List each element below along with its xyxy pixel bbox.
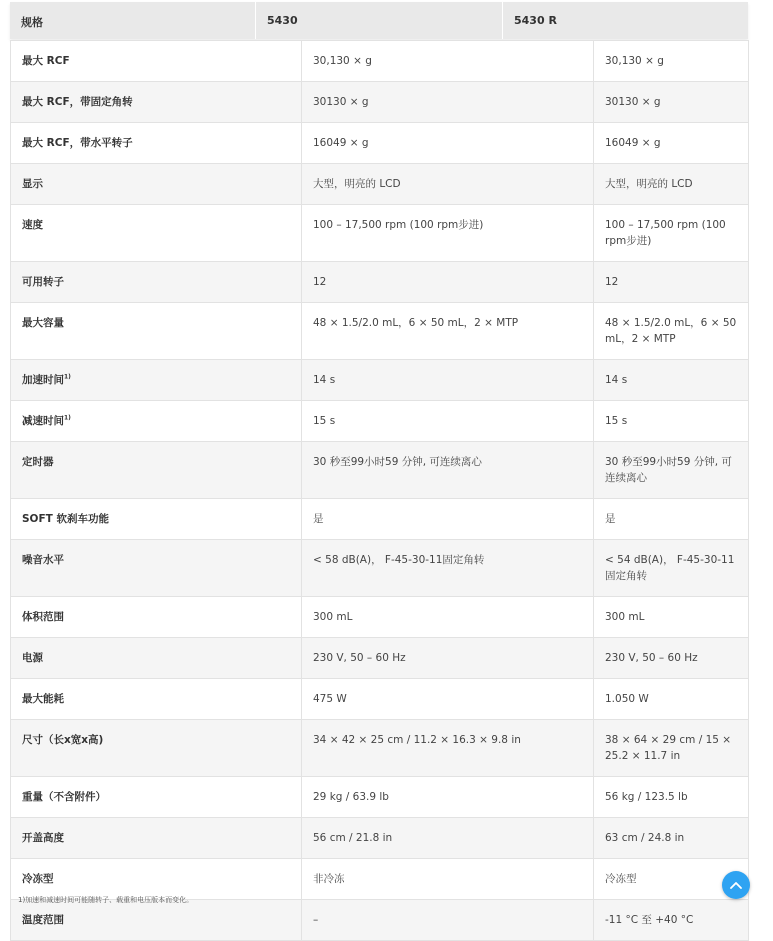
spec-value-5430: 非冷冻 xyxy=(302,859,594,900)
spec-value-5430r: 100 – 17,500 rpm (100 rpm步进) xyxy=(594,205,749,262)
footnote-marker: 1) xyxy=(64,373,71,381)
spec-value-5430: 30130 × g xyxy=(302,82,594,123)
table-row xyxy=(11,164,749,205)
table-row xyxy=(11,82,749,123)
spec-value-5430r: 48 × 1.5/2.0 mL，6 × 50 mL，2 × MTP xyxy=(594,303,749,360)
spec-value-5430: 14 s xyxy=(302,360,594,401)
chevron-up-icon xyxy=(730,881,742,889)
spec-value-5430r: 230 V, 50 – 60 Hz xyxy=(594,638,749,679)
spec-value-5430: 48 × 1.5/2.0 mL，6 × 50 mL，2 × MTP xyxy=(302,303,594,360)
spec-label xyxy=(11,41,302,82)
spec-value-5430r: 63 cm / 24.8 in xyxy=(594,818,749,859)
spec-value-5430r: 30 秒至99小时59 分钟, 可连续离心 xyxy=(594,442,749,499)
spec-table xyxy=(10,40,749,941)
spec-table-header xyxy=(10,2,748,39)
spec-label-text: 速度 xyxy=(22,219,43,231)
header-spec: 规格 xyxy=(10,2,256,39)
spec-label-text: 尺寸（长x宽x高) xyxy=(22,734,104,746)
table-row xyxy=(11,720,749,777)
spec-value-5430: 30,130 × g xyxy=(302,41,594,82)
table-row xyxy=(11,777,749,818)
footnote: 1)加速和减速时间可能随转子、载重和电压版本而变化。 xyxy=(18,896,194,904)
spec-value-5430: 16049 × g xyxy=(302,123,594,164)
spec-value-5430r: 14 s xyxy=(594,360,749,401)
spec-label-text: 体积范围 xyxy=(22,611,64,623)
spec-label-text: 最大 RCF xyxy=(22,55,70,67)
spec-label xyxy=(11,205,302,262)
spec-label xyxy=(11,442,302,499)
spec-label xyxy=(11,82,302,123)
spec-label xyxy=(11,679,302,720)
spec-label xyxy=(11,401,302,442)
spec-value-5430r: 30130 × g xyxy=(594,82,749,123)
spec-value-5430: 是 xyxy=(302,499,594,540)
spec-value-5430r: 300 mL xyxy=(594,597,749,638)
header-model-5430r: 5430 R xyxy=(514,14,557,27)
table-row xyxy=(11,900,749,941)
spec-label-text: SOFT 软刹车功能 xyxy=(22,513,109,525)
spec-value-5430: 475 W xyxy=(302,679,594,720)
spec-value-5430r: 1.050 W xyxy=(594,679,749,720)
spec-label xyxy=(11,262,302,303)
spec-value-5430: 300 mL xyxy=(302,597,594,638)
spec-value-5430r: 16049 × g xyxy=(594,123,749,164)
spec-label xyxy=(11,859,302,900)
spec-label-text: 冷冻型 xyxy=(22,873,54,885)
table-row xyxy=(11,859,749,900)
header-model-5430: 5430 xyxy=(256,2,503,39)
spec-value-5430: – xyxy=(302,900,594,941)
spec-value-5430: 12 xyxy=(302,262,594,303)
spec-value-5430: 230 V, 50 – 60 Hz xyxy=(302,638,594,679)
spec-value-5430r: 冷冻型 xyxy=(594,859,749,900)
spec-value-5430: 30 秒至99小时59 分钟, 可连续离心 xyxy=(302,442,594,499)
spec-label-text: 加速时间 xyxy=(22,374,64,386)
table-row xyxy=(11,818,749,859)
table-row xyxy=(11,597,749,638)
table-row xyxy=(11,540,749,597)
spec-label-text: 噪音水平 xyxy=(22,554,64,566)
spec-label-text: 定时器 xyxy=(22,456,54,468)
spec-value-5430: 15 s xyxy=(302,401,594,442)
spec-label-text: 开盖高度 xyxy=(22,832,64,844)
spec-label xyxy=(11,818,302,859)
spec-table-container xyxy=(10,2,748,941)
spec-label xyxy=(11,720,302,777)
spec-value-5430r: 是 xyxy=(594,499,749,540)
spec-label xyxy=(11,777,302,818)
spec-value-5430: < 58 dB(A)， F-45-30-11固定角转 xyxy=(302,540,594,597)
table-row xyxy=(11,499,749,540)
spec-label xyxy=(11,123,302,164)
spec-value-5430: 29 kg / 63.9 lb xyxy=(302,777,594,818)
spec-label xyxy=(11,360,302,401)
spec-label xyxy=(11,900,302,941)
spec-value-5430: 大型，明亮的 LCD xyxy=(302,164,594,205)
spec-value-5430r: -11 °C 至 +40 °C xyxy=(594,900,749,941)
spec-label-text: 重量（不含附件） xyxy=(22,791,106,803)
table-row xyxy=(11,205,749,262)
spec-value-5430r: 大型，明亮的 LCD xyxy=(594,164,749,205)
spec-value-5430: 100 – 17,500 rpm (100 rpm步进) xyxy=(302,205,594,262)
scroll-to-top-button[interactable] xyxy=(722,871,750,899)
spec-value-5430r: 12 xyxy=(594,262,749,303)
spec-label-text: 最大 RCF，带水平转子 xyxy=(22,137,133,149)
spec-label-text: 最大能耗 xyxy=(22,693,64,705)
table-row xyxy=(11,360,749,401)
spec-value-5430r: 30,130 × g xyxy=(594,41,749,82)
table-row xyxy=(11,401,749,442)
table-row xyxy=(11,638,749,679)
spec-label-text: 最大 RCF，带固定角转 xyxy=(22,96,133,108)
footnote-marker: 1) xyxy=(64,414,71,422)
spec-label xyxy=(11,597,302,638)
spec-value-5430r: < 54 dB(A)， F-45-30-11固定角转 xyxy=(594,540,749,597)
spec-label xyxy=(11,164,302,205)
table-row xyxy=(11,679,749,720)
spec-label-text: 电源 xyxy=(22,652,43,664)
spec-value-5430r: 38 × 64 × 29 cm / 15 × 25.2 × 11.7 in xyxy=(594,720,749,777)
spec-label xyxy=(11,303,302,360)
spec-value-5430: 56 cm / 21.8 in xyxy=(302,818,594,859)
table-row xyxy=(11,262,749,303)
spec-label-text: 显示 xyxy=(22,178,43,190)
spec-label-text: 温度范围 xyxy=(22,914,64,926)
spec-label-text: 可用转子 xyxy=(22,276,64,288)
spec-label xyxy=(11,638,302,679)
spec-label xyxy=(11,540,302,597)
spec-label-text: 减速时间 xyxy=(22,415,64,427)
spec-value-5430r: 15 s xyxy=(594,401,749,442)
spec-label-text: 最大容量 xyxy=(22,317,64,329)
table-row xyxy=(11,123,749,164)
spec-value-5430r: 56 kg / 123.5 lb xyxy=(594,777,749,818)
spec-value-5430: 34 × 42 × 25 cm / 11.2 × 16.3 × 9.8 in xyxy=(302,720,594,777)
spec-table-body xyxy=(11,41,749,941)
spec-label xyxy=(11,499,302,540)
table-row xyxy=(11,442,749,499)
table-row xyxy=(11,41,749,82)
table-row xyxy=(11,303,749,360)
